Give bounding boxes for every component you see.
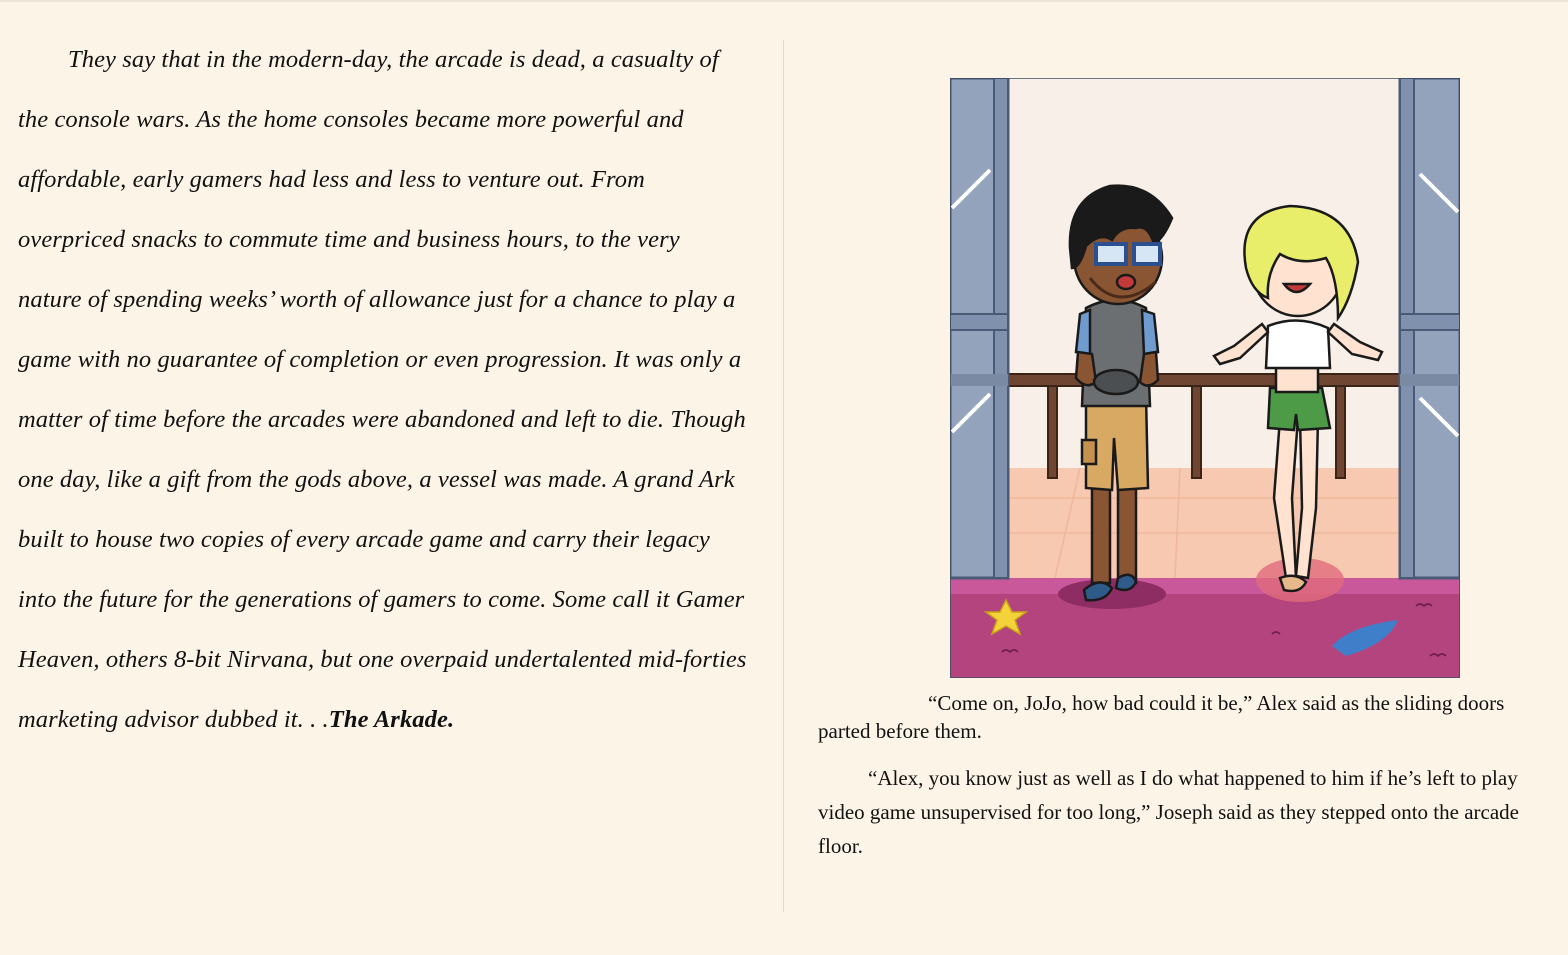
left-page <box>18 30 748 750</box>
arkade-title: The Arkade. <box>328 706 455 733</box>
arcade-entrance-illustration <box>950 78 1460 678</box>
right-page-text <box>818 689 1548 863</box>
page-divider <box>783 40 784 912</box>
page-top-edge <box>0 0 1568 2</box>
intro-text: They say that in the modern-day, the arcade is dead, a casualty of the console wars. As the home consoles became more powerful and affordable, early gamers had less and less to venture out. From overpriced snacks to commute time and business hours, to the very nature of spending weeks’ worth of allowance just for a chance to play a game with no guarantee of completion or even progression. It was only a matter of time before the arcades were abandoned and left to die. Though one day, like a gift from the gods above, a vessel was made. A grand Ark built to house two copies of every arcade game and carry their legacy into the future for the generations of gamers to come. Some call it Gamer Heaven, others 8-bit Nirvana, but one overpaid undertalented mid-forties marketing advisor dubbed it. . . <box>18 46 747 733</box>
left-door <box>950 78 1008 578</box>
dialogue-paragraph-2: “Alex, you know just as well as I do what happened to him if he’s left to play video game unsupervised for too long,” Joseph said as they stepped onto the arcade floor. <box>818 766 1519 858</box>
right-door <box>1400 78 1460 578</box>
intro-paragraph <box>18 30 748 750</box>
dialogue-paragraph-1: “Come on, JoJo, how bad could it be,” Alex said as the sliding doors parted before them. <box>818 691 1505 743</box>
